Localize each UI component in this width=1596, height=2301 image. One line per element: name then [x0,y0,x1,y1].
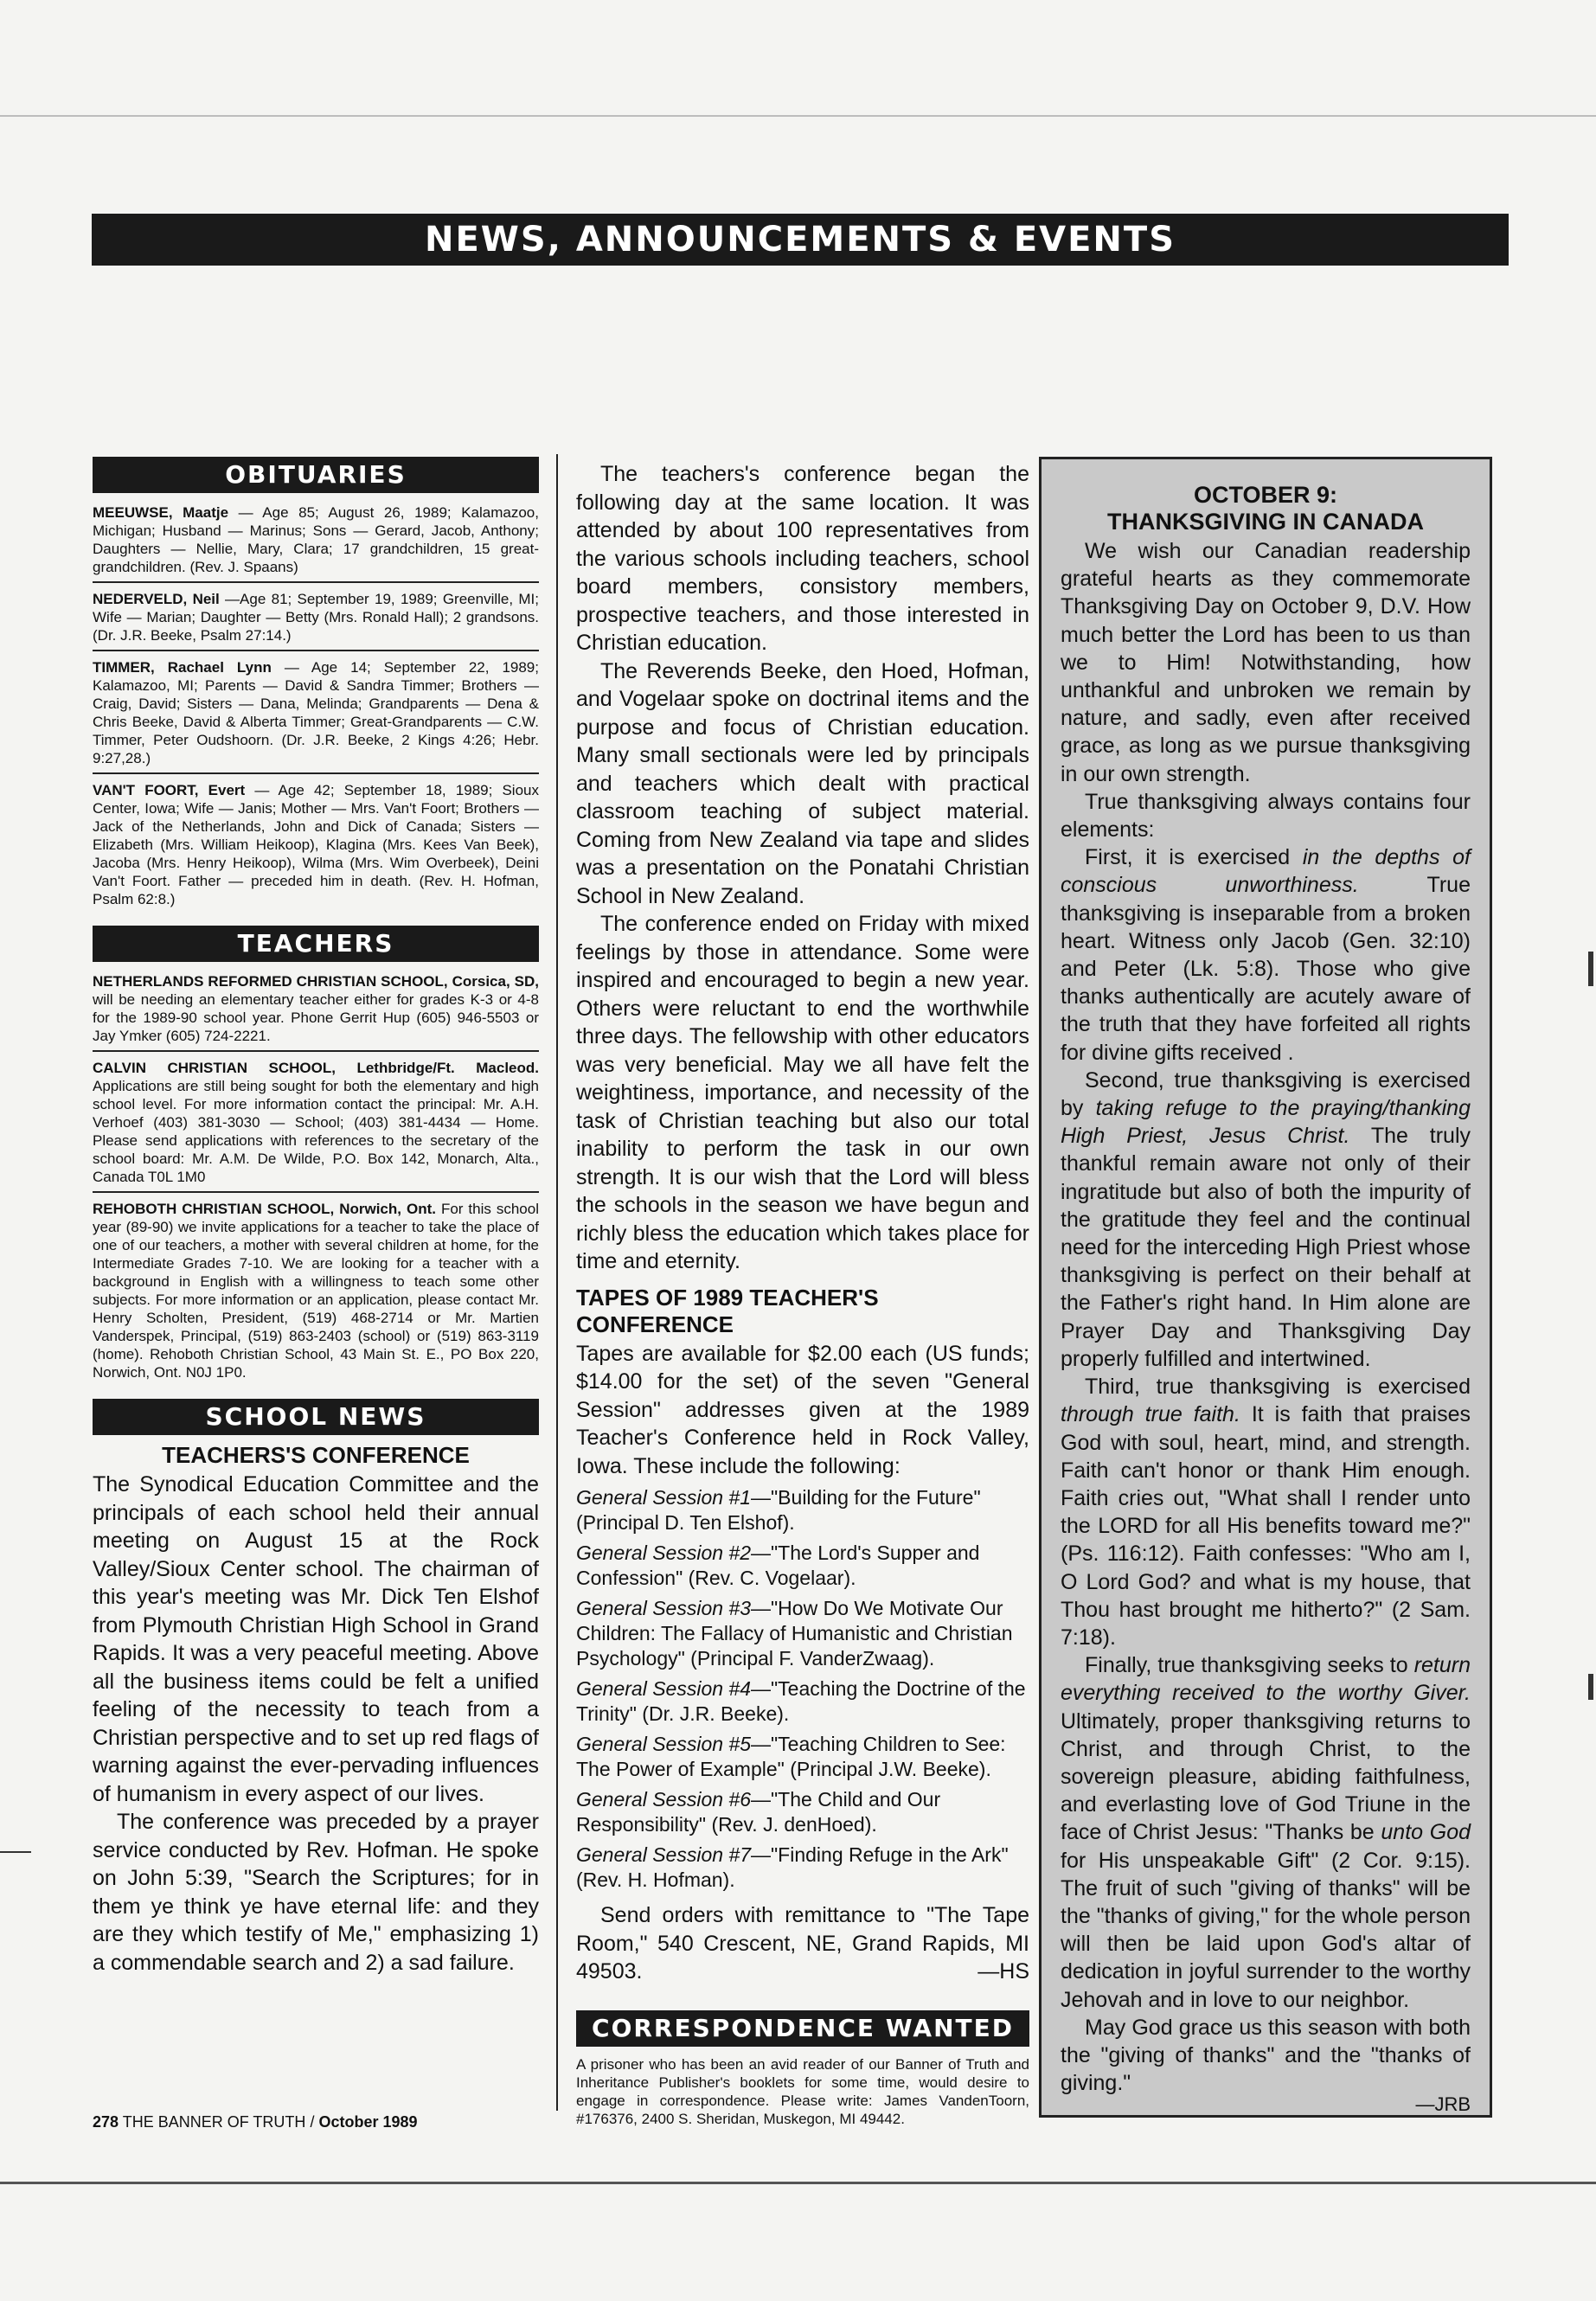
orders-signature: —HS [977,1959,1029,1984]
session-title: —"The Child and Our Responsibility" (Rev. J. denHoed). [576,1788,941,1836]
teacher-ad [93,1200,539,1387]
obituary-text: — Age 14; September 22, 1989; Kalamazoo, MI; Parents — David & Sandra Timmer; Brothers — Craig, David; Sisters — Dana, Melinda; Grandparents — Dena & Chris Beeke, David & Alberta Timmer; Great-Grandparents — C.W. Timmer, Peter Oudshoorn. (Dr. J.R. Beeke, 2 Kings 4:26; Hebr. 9:27,28.) [93,659,539,766]
box-emphasis: through true faith. [1061,1402,1240,1427]
box-paragraph: True thanksgiving always contains four elements: [1061,789,1471,843]
teachers-list [93,972,539,1387]
teachers-heading: TEACHERS [93,926,539,962]
box-paragraph: We wish our Canadian readership grateful hearts as they commemorate Thanksgiving Day on October 9, D.V. How much better the Lord has been to us than we to Him! Notwithstanding, how unthankful and unbroken we remain by nature, and sadly, even after received grace, as long as we pursue thanksgiving in our own strength. [1061,539,1471,786]
top-rule [0,115,1596,117]
margin-mark [0,1851,31,1853]
box-emphasis: unto God [1381,1820,1471,1845]
session-item [576,1787,1029,1837]
obituary-text: —Age 81; September 19, 1989; Greenville, MI; Wife — Marian; Daughter — Betty (Mrs. Ronald Hall); 2 grandsons. (Dr. J.R. Beeke, Psalm 27:14.) [93,591,539,644]
box-emphasis: in the depths of conscious unworthiness. [1061,845,1471,898]
orders-text: Send orders with remittance to "The Tape Room," 540 Crescent, NE, Grand Rapids, MI 49503. [576,1903,1029,1984]
bottom-rule [0,2182,1596,2184]
page-banner: NEWS, ANNOUNCEMENTS & EVENTS [92,214,1509,266]
session-label: General Session #1 [576,1486,752,1509]
conference-subheading: TEACHERS'S CONFERENCE [162,1442,470,1468]
box-text: for His unspeakable Gift" (2 Cor. 9:15). The fruit of such "giving of thanks" will be the "thanks of giving," for the whole person will then be laid upon God's altar of dedication in joyful surrender to the worthy Jehovah and in love to our neighbor. [1061,1848,1471,2012]
session-title: —"Finding Refuge in the Ark" (Rev. H. Hofman). [576,1843,1009,1891]
obituary-name: NEDERVELD, Neil [93,591,220,607]
obituaries-heading: OBITUARIES [93,457,539,493]
box-title-date: OCTOBER 9: [1193,482,1338,508]
session-label: General Session #7 [576,1843,752,1866]
conference-paragraph: The conference ended on Friday with mixed feelings by those in attendance. Some were inspired and encouraged to begin a new year. Others were reluctant to end the worthwhile three days. The fellowship with other educators was very beneficial. May we all have felt the weightiness, importance, and necessity of the task of Christian teaching but also our total inability to perform the task in our own strength. It is our wish that the Lord will bless the schools in the season we have begun and richly bless the education which takes place for time and eternity. [576,912,1029,1273]
session-label: General Session #5 [576,1733,752,1755]
session-title: —"Building for the Future" (Principal D. Ten Elshof). [576,1486,981,1534]
school-name: NETHERLANDS REFORMED CHRISTIAN SCHOOL, Corsica, SD, [93,973,539,990]
box-paragraph [1061,1651,1471,2014]
ad-text: Applications are still being sought for both the elementary and high school level. For more information contact the principal: Mr. A.H. Verhoef (403) 381-3030 — School; (403) 381-4434 — Home. Please send applications with references to the secretary of the school board: Mr. A.M. De Wilde, P.O. Box 142, Monarch, Alta., Canada T0L 1M0 [93,1078,539,1185]
correspondence-heading: CORRESPONDENCE WANTED [576,2010,1029,2047]
page-number: 278 [93,2113,119,2131]
box-text: It is faith that praises God with soul, heart, mind, and strength. Faith can't honor or thank Him enough. Faith cries out, "What shall I render unto the LORD for all His benefits toward me?" (Ps. 116:12). Faith confesses: "Who am I, O Lord God? and what is my house, that Thou hast brought me hitherto?" (2 Sam. 7:18). [1061,1402,1471,1650]
box-text: The truly thankful remain aware not only of their ingratitude but also of both the impurity of the gratitude they feel and the continual need for the interceding High Priest whose thanksgiving is perfect on their behalf at the Father's right hand. In Him alone are Prayer Day and Thanksgiving Day properly fulfilled and intertwined. [1061,1124,1471,1371]
obituaries-list [93,503,539,913]
box-text: Ultimately, proper thanksgiving returns to Christ, and through Christ, to the sovereign pleasure, abiding faithfulness, and everlasting love of God Triune in the face of Christ Jesus: "Thanks be [1061,1708,1471,1845]
ad-text: will be needing an elementary teacher either for grades K-3 or 4-8 for the 1989-90 school year. Phone Gerrit Hup (605) 946-5503 or Jay Ymker (605) 724-2221. [93,991,539,1044]
box-paragraph [1061,843,1471,1067]
school-news-paragraph: The Synodical Education Committee and the principals of each school held their annual meeting on August 15 at the Rock Valley/Sioux Center school. The chairman of this year's meeting was Mr. Dick Ten Elshof from Plymouth Christian High School in Grand Rapids. It was a very peaceful meeting. Above all the business items could be felt a unified feeling of the necessity to teach from a Christian perspective and to set up red flags of warning against the ever-pervading influences of humanism in every aspect of our lives. [93,1472,539,1806]
obituary-entry [93,503,539,583]
ad-text: For this school year (89-90) we invite applications for a teacher to take the place of one of our teachers, a mother with several children at home, for the Intermediate Grades 7-10. We are looking for a teacher with a background in English with a willingness to teach some other subjects. For more information or an application, please contact Mr. Henry Scholten, President, (519) 468-2714 or Mr. Martien Vanderspek, Principal, (519) 863-2403 (school) or (519) 863-3119 (home). Rehoboth Christian School, 43 Main St. E., PO Box 220, Norwich, Ont. N0J 1P0. [93,1201,539,1381]
session-item [576,1541,1029,1591]
obituary-entry [93,658,539,774]
box-text: Second, true thanksgiving is exercised by [1061,1067,1471,1121]
orders-paragraph [576,1901,1029,1986]
box-paragraph: May God grace us this season with both the "giving of thanks" and the "thanks of giving." [1061,2015,1471,2096]
session-label: General Session #3 [576,1597,752,1619]
box-signature: —JRB [1415,2093,1471,2116]
session-item [576,1843,1029,1893]
school-name: REHOBOTH CHRISTIAN SCHOOL, Norwich, Ont. [93,1201,436,1217]
session-item [576,1485,1029,1535]
session-label: General Session #6 [576,1788,752,1811]
page-footer [93,2113,418,2131]
session-item [576,1732,1029,1782]
publication-name: THE BANNER OF TRUTH [122,2113,306,2131]
middle-column [576,457,1029,2128]
box-text: First, it is exercised [1085,845,1303,870]
edge-mark [1588,1674,1593,1700]
school-name: CALVIN CHRISTIAN SCHOOL, Lethbridge/Ft. Macleod. [93,1060,539,1076]
box-text: Third, true thanksgiving is exercised [1085,1375,1471,1400]
box-text: True thanksgiving is inseparable from a broken heart. Witness only Jacob (Gen. 32:10) and Peter (Lk. 5:8). Those who give thanks authentically are acutely aware of the truth that they have forfeited all rights for divine gifts received . [1061,873,1471,1065]
box-paragraph [1061,1067,1471,1373]
thanksgiving-box [1039,457,1492,2118]
session-title: —"How Do We Motivate Our Children: The Fallacy of Humanistic and Christian Psychology" (Principal F. VanderZwaag). [576,1597,1013,1670]
box-emphasis: return everything received to the worthy Giver. [1061,1653,1471,1706]
conference-paragraph: The Reverends Beeke, den Hoed, Hofman, and Vogelaar spoke on doctrinal items and the purpose and focus of Christian education. Many small sectionals were led by principals and teachers which dealt with practical classroom teaching of subject material. Coming from New Zealand via tape and slides was a presentation on the Ponatahi Christian School in New Zealand. [576,658,1029,908]
session-title: —"Teaching Children to See: The Power of Example" (Principal J.W. Beeke). [576,1733,1006,1780]
session-title: —"Teaching the Doctrine of the Trinity" (Dr. J.R. Beeke). [576,1677,1026,1725]
column-divider [556,454,558,2111]
session-item [576,1596,1029,1671]
correspondence-text: A prisoner who has been an avid reader of our Banner of Truth and Inheritance Publisher's booklets for some time, would desire to engage in correspondence. Please write: James VandenToorn, #176376, 2400 S. Sheridan, Muskegon, MI 49442. [576,2055,1029,2127]
box-paragraph [1061,1373,1471,1651]
session-title: —"The Lord's Supper and Confession" (Rev. C. Vogelaar). [576,1541,980,1589]
session-label: General Session #2 [576,1541,752,1564]
edge-mark [1588,952,1593,986]
left-column [93,457,539,1977]
issue-date: October 1989 [318,2113,418,2131]
session-item [576,1676,1029,1727]
obituary-text: — Age 85; August 26, 1989; Kalamazoo, Michigan; Husband — Marinus; Sons — Gerard, Jacob, Anthony; Daughters — Nellie, Mary, Clara; 17 grandchildren, 15 great-grandchildren. (Rev. J. Spaans) [93,504,539,575]
obituary-name: VAN'T FOORT, Evert [93,782,246,798]
school-news-paragraph: The conference was preceded by a prayer service conducted by Rev. Hofman. He spoke on John 5:39, "Search the Scriptures; for in them ye think ye have eternal life: and they are they which testify of Me," emphasizing 1) a commendable search and 2) a sad failure. [93,1810,539,1975]
footer-separator: / [310,2113,315,2131]
obituary-text: — Age 42; September 18, 1989; Sioux Center, Iowa; Wife — Janis; Mother — Mrs. Van't Foort; Brothers — Jack of the Netherlands, John and Dick of Canada; Sisters — Elizabeth (Mrs. William Heikoop), Klagina (Mrs. Kees Van Beek), Jacoba (Mrs. Henry Heikoop), Wilma (Mrs. Wim Overbeek), Deini Van't Foort. Father — preceded him in death. (Rev. H. Hofman, Psalm 62:8.) [93,782,539,907]
teacher-ad [93,1059,539,1193]
obituary-name: TIMMER, Rachael Lynn [93,659,272,676]
box-text: Finally, true thanksgiving seeks to [1085,1653,1414,1678]
school-news-heading: SCHOOL NEWS [93,1399,539,1435]
sessions-list [576,1485,1029,1893]
box-emphasis: taking refuge to the praying/thanking High Priest, Jesus Christ. [1061,1096,1471,1149]
teacher-ad [93,972,539,1052]
tapes-intro: Tapes are available for $2.00 each (US funds; $14.00 for the set) of the seven "General Session" addresses given at the 1989 Teacher's Conference held in Rock Valley, Iowa. These include the following: [576,1341,1029,1478]
obituary-entry [93,590,539,651]
obituary-entry [93,781,539,913]
obituary-name: MEEUWSE, Maatje [93,504,229,521]
box-title: THANKSGIVING IN CANADA [1106,509,1424,535]
conference-paragraph: The teachers's conference began the following day at the same location. It was attended by about 100 representatives from the various schools including teachers, school board members, consistory members, prospective teachers, and those interested in Christian education. [576,462,1029,655]
tapes-heading: TAPES OF 1989 TEACHER'S CONFERENCE [576,1284,879,1337]
session-label: General Session #4 [576,1677,752,1700]
